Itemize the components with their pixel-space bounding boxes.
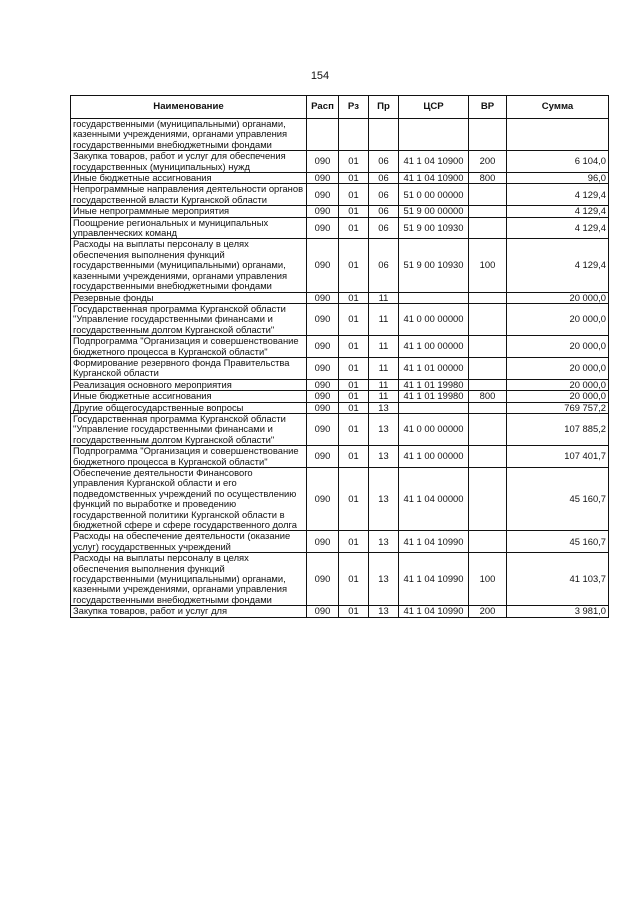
- cell-rasp: 090: [307, 468, 339, 531]
- cell-name: Поощрение региональных и муниципальных управленческих команд: [71, 217, 307, 239]
- cell-csr: 51 9 00 10930: [399, 217, 469, 239]
- cell-name: Иные непрограммные мероприятия: [71, 206, 307, 217]
- cell-rasp: 090: [307, 413, 339, 445]
- cell-rz: 01: [339, 606, 369, 617]
- cell-vr: [469, 531, 507, 553]
- cell-sum: 107 885,2: [507, 413, 609, 445]
- cell-name: Формирование резервного фонда Правительства Курганской области: [71, 357, 307, 379]
- table-row: [71, 292, 609, 303]
- cell-rz: 01: [339, 336, 369, 358]
- cell-rz: 01: [339, 303, 369, 335]
- cell-vr: [469, 413, 507, 445]
- cell-csr: 51 9 00 00000: [399, 206, 469, 217]
- cell-csr: 51 9 00 10930: [399, 239, 469, 292]
- cell-vr: [469, 357, 507, 379]
- cell-vr: [469, 303, 507, 335]
- table-row: [71, 173, 609, 184]
- cell-csr: 41 1 01 19980: [399, 379, 469, 390]
- cell-vr: [469, 402, 507, 413]
- cell-csr: 41 1 04 00000: [399, 468, 469, 531]
- cell-sum: 20 000,0: [507, 379, 609, 390]
- cell-name: Расходы на выплаты персоналу в целях обеспечения выполнения функций государственными (муниципальными) органами, казенными учреждениями, органами управления государственными внебюджетными фондами: [71, 239, 307, 292]
- table-row: [71, 379, 609, 390]
- cell-name: Непрограммные направления деятельности органов государственной власти Курганской области: [71, 184, 307, 206]
- cell-sum: 4 129,4: [507, 206, 609, 217]
- cell-rz: [339, 119, 369, 151]
- cell-vr: 800: [469, 173, 507, 184]
- cell-sum: 769 757,2: [507, 402, 609, 413]
- cell-pr: 11: [369, 391, 399, 402]
- cell-pr: 11: [369, 292, 399, 303]
- cell-rz: 01: [339, 239, 369, 292]
- cell-rasp: 090: [307, 217, 339, 239]
- cell-sum: 4 129,4: [507, 239, 609, 292]
- page-number: 154: [310, 70, 330, 82]
- cell-rasp: 090: [307, 239, 339, 292]
- cell-name: Закупка товаров, работ и услуг для: [71, 606, 307, 617]
- cell-vr: 200: [469, 606, 507, 617]
- cell-vr: [469, 206, 507, 217]
- table-body: [71, 119, 609, 618]
- cell-sum: 20 000,0: [507, 336, 609, 358]
- col-header-pr: Пр: [369, 96, 399, 119]
- cell-pr: 06: [369, 217, 399, 239]
- cell-rz: 01: [339, 391, 369, 402]
- cell-rasp: 090: [307, 151, 339, 173]
- cell-csr: 41 1 01 00000: [399, 357, 469, 379]
- table-row: [71, 391, 609, 402]
- cell-rz: 01: [339, 151, 369, 173]
- cell-name: Закупка товаров, работ и услуг для обеспечения государственных (муниципальных) нужд: [71, 151, 307, 173]
- cell-vr: 100: [469, 239, 507, 292]
- cell-name: государственными (муниципальными) органами, казенными учреждениями, органами управления государственными внебюджетными фондами: [71, 119, 307, 151]
- cell-name: Иные бюджетные ассигнования: [71, 173, 307, 184]
- cell-name: Реализация основного мероприятия: [71, 379, 307, 390]
- table-row: [71, 336, 609, 358]
- cell-csr: 41 1 04 10990: [399, 553, 469, 606]
- cell-rasp: 090: [307, 357, 339, 379]
- cell-rasp: 090: [307, 292, 339, 303]
- col-header-csr: ЦСР: [399, 96, 469, 119]
- cell-rasp: 090: [307, 173, 339, 184]
- cell-csr: [399, 119, 469, 151]
- cell-csr: 41 1 04 10990: [399, 531, 469, 553]
- table-row: [71, 217, 609, 239]
- cell-pr: 13: [369, 468, 399, 531]
- cell-rasp: 090: [307, 402, 339, 413]
- col-header-sum: Сумма: [507, 96, 609, 119]
- col-header-vr: ВР: [469, 96, 507, 119]
- cell-csr: 41 0 00 00000: [399, 303, 469, 335]
- cell-name: Резервные фонды: [71, 292, 307, 303]
- cell-csr: 41 1 00 00000: [399, 446, 469, 468]
- cell-rz: 01: [339, 553, 369, 606]
- cell-rasp: [307, 119, 339, 151]
- cell-rz: 01: [339, 357, 369, 379]
- cell-pr: 11: [369, 336, 399, 358]
- table-row: [71, 184, 609, 206]
- table-row: [71, 357, 609, 379]
- cell-rz: 01: [339, 446, 369, 468]
- cell-rz: 01: [339, 206, 369, 217]
- table-row: [71, 553, 609, 606]
- budget-table: [70, 95, 609, 618]
- cell-rz: 01: [339, 531, 369, 553]
- cell-rz: 01: [339, 173, 369, 184]
- cell-vr: [469, 468, 507, 531]
- cell-name: Государственная программа Курганской области "Управление государственными финансами и государственным долгом Курганской области": [71, 303, 307, 335]
- table-row: [71, 606, 609, 617]
- col-header-rz: Рз: [339, 96, 369, 119]
- cell-sum: 96,0: [507, 173, 609, 184]
- cell-sum: 6 104,0: [507, 151, 609, 173]
- cell-pr: [369, 119, 399, 151]
- cell-rasp: 090: [307, 379, 339, 390]
- table-row: [71, 303, 609, 335]
- table-row: [71, 151, 609, 173]
- cell-csr: 41 1 04 10900: [399, 173, 469, 184]
- cell-pr: 13: [369, 413, 399, 445]
- cell-pr: 13: [369, 402, 399, 413]
- table-row: [71, 446, 609, 468]
- table-row: [71, 468, 609, 531]
- cell-vr: 200: [469, 151, 507, 173]
- cell-vr: [469, 292, 507, 303]
- cell-sum: 107 401,7: [507, 446, 609, 468]
- col-header-name: Наименование: [71, 96, 307, 119]
- cell-csr: 41 1 00 00000: [399, 336, 469, 358]
- cell-name: Иные бюджетные ассигнования: [71, 391, 307, 402]
- cell-vr: [469, 446, 507, 468]
- cell-rz: 01: [339, 217, 369, 239]
- cell-sum: [507, 119, 609, 151]
- cell-rasp: 090: [307, 184, 339, 206]
- cell-pr: 11: [369, 379, 399, 390]
- cell-csr: 41 1 01 19980: [399, 391, 469, 402]
- cell-rz: 01: [339, 413, 369, 445]
- cell-rasp: 090: [307, 391, 339, 402]
- cell-csr: 51 0 00 00000: [399, 184, 469, 206]
- cell-sum: 20 000,0: [507, 303, 609, 335]
- cell-sum: 4 129,4: [507, 217, 609, 239]
- cell-pr: 11: [369, 357, 399, 379]
- table-row: [71, 531, 609, 553]
- cell-sum: 45 160,7: [507, 468, 609, 531]
- cell-pr: 13: [369, 531, 399, 553]
- cell-rasp: 090: [307, 206, 339, 217]
- cell-rasp: 090: [307, 446, 339, 468]
- cell-sum: 3 981,0: [507, 606, 609, 617]
- cell-pr: 06: [369, 184, 399, 206]
- cell-name: Обеспечение деятельности Финансового управления Курганской области и его подведомственных учреждений по осуществлению функций по выработке и проведению государственной политики Курганской области в бюджетной сфере и сфере государственного долга: [71, 468, 307, 531]
- cell-rz: 01: [339, 379, 369, 390]
- cell-csr: 41 1 04 10990: [399, 606, 469, 617]
- cell-vr: [469, 336, 507, 358]
- cell-sum: 20 000,0: [507, 357, 609, 379]
- cell-vr: [469, 119, 507, 151]
- cell-rz: 01: [339, 402, 369, 413]
- cell-csr: [399, 402, 469, 413]
- cell-vr: [469, 379, 507, 390]
- table-row: [71, 206, 609, 217]
- cell-csr: 41 0 00 00000: [399, 413, 469, 445]
- cell-name: Другие общегосударственные вопросы: [71, 402, 307, 413]
- cell-rasp: 090: [307, 606, 339, 617]
- cell-pr: 06: [369, 206, 399, 217]
- table-row: [71, 402, 609, 413]
- table-row: [71, 239, 609, 292]
- cell-rz: 01: [339, 468, 369, 531]
- cell-pr: 06: [369, 173, 399, 184]
- cell-pr: 13: [369, 446, 399, 468]
- col-header-rasp: Расп: [307, 96, 339, 119]
- cell-rz: 01: [339, 184, 369, 206]
- cell-sum: 41 103,7: [507, 553, 609, 606]
- cell-name: Расходы на выплаты персоналу в целях обеспечения выполнения функций государственными (муниципальными) органами, казенными учреждениями, органами управления государственными внебюджетными фондами: [71, 553, 307, 606]
- cell-sum: 20 000,0: [507, 292, 609, 303]
- table-row: [71, 119, 609, 151]
- cell-vr: [469, 184, 507, 206]
- cell-rasp: 090: [307, 336, 339, 358]
- cell-name: Подпрограмма "Организация и совершенствование бюджетного процесса в Курганской области": [71, 446, 307, 468]
- cell-name: Подпрограмма "Организация и совершенствование бюджетного процесса в Курганской области": [71, 336, 307, 358]
- cell-sum: 20 000,0: [507, 391, 609, 402]
- cell-pr: 13: [369, 606, 399, 617]
- cell-pr: 06: [369, 239, 399, 292]
- cell-csr: [399, 292, 469, 303]
- cell-pr: 06: [369, 151, 399, 173]
- cell-pr: 11: [369, 303, 399, 335]
- cell-rz: 01: [339, 292, 369, 303]
- cell-csr: 41 1 04 10900: [399, 151, 469, 173]
- table-row: [71, 413, 609, 445]
- cell-name: Государственная программа Курганской области "Управление государственными финансами и государственным долгом Курганской области": [71, 413, 307, 445]
- cell-rasp: 090: [307, 553, 339, 606]
- cell-sum: 45 160,7: [507, 531, 609, 553]
- cell-rasp: 090: [307, 531, 339, 553]
- cell-vr: 100: [469, 553, 507, 606]
- table-header-row: [71, 96, 609, 119]
- cell-pr: 13: [369, 553, 399, 606]
- cell-rasp: 090: [307, 303, 339, 335]
- cell-vr: [469, 217, 507, 239]
- cell-name: Расходы на обеспечение деятельности (оказание услуг) государственных учреждений: [71, 531, 307, 553]
- cell-sum: 4 129,4: [507, 184, 609, 206]
- cell-vr: 800: [469, 391, 507, 402]
